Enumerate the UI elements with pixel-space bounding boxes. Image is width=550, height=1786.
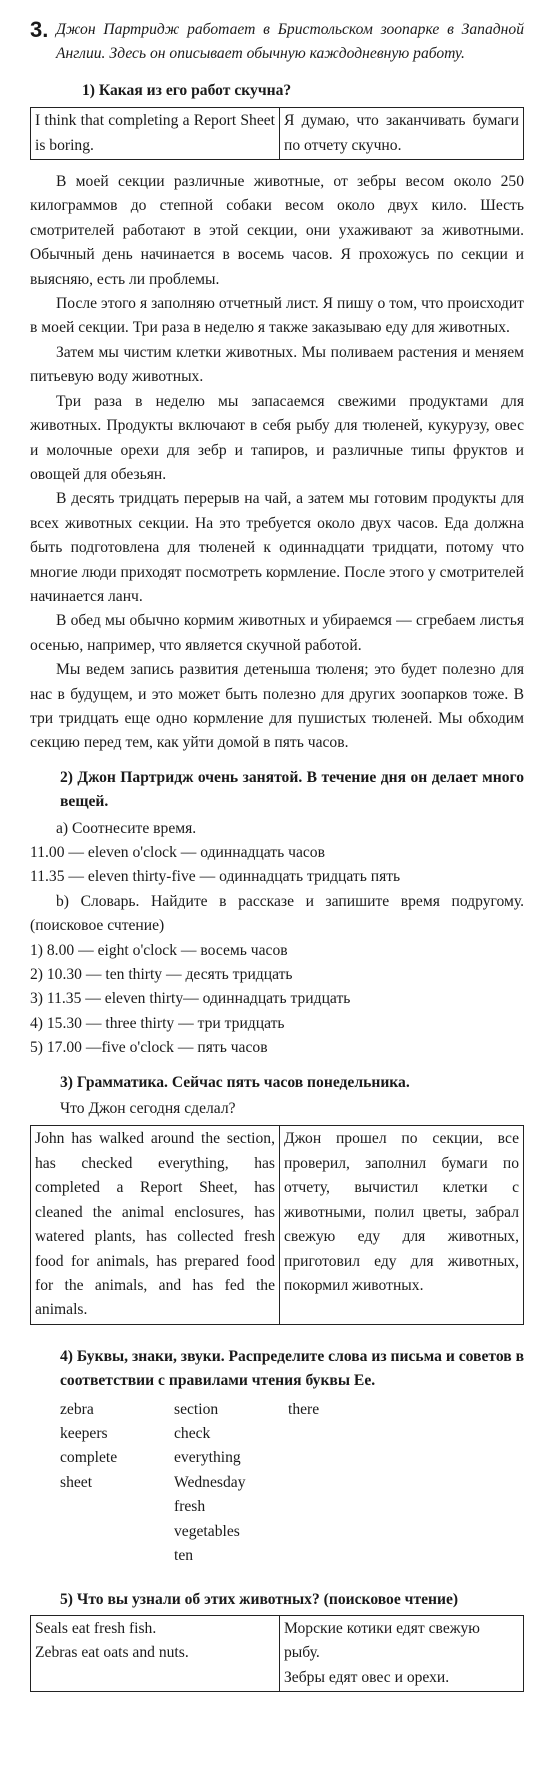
word-column — [174, 1398, 288, 1569]
table-row — [31, 108, 524, 160]
section1-russian-cell: Я думаю, что заканчивать бумаги по отчету скучно. — [280, 108, 524, 160]
story-paragraph: Три раза в неделю мы запасаемся свежими продуктами для животных. Продукты включают в себя рыбу для тюленей, кукурузу, овес и молочные орехи для зебр и тапиров, и различные типы фруктов и овощей для обезьян. — [30, 392, 524, 483]
list-item: Wednesday — [174, 1473, 246, 1491]
word-column — [288, 1398, 402, 1569]
time-line: 3) 11.35 — eleven thirty— одиннадцать тридцать — [30, 990, 351, 1008]
section3-heading: 3) Грамматика. Сейчас пять часов понедельника. — [60, 1073, 410, 1091]
section1-table — [30, 107, 524, 160]
section1-english-cell: I think that completing a Report Sheet is boring. — [31, 108, 280, 160]
section4-heading: 4) Буквы, знаки, звуки. Распределите слова из письма и советов в соответствии с правилами чтения буквы Ee. — [60, 1347, 525, 1390]
list-item: ten — [174, 1546, 194, 1564]
section2-a-label: a) Соотнесите время. — [56, 819, 197, 837]
time-line: 4) 15.30 — three thirty — три тридцать — [30, 1014, 285, 1032]
table-cell-line: Zebras eat oats and nuts. — [35, 1644, 189, 1662]
section5-russian-cell — [280, 1615, 524, 1691]
story-text — [30, 170, 524, 756]
section2-b-label: b) Словарь. Найдите в рассказе и запишите время подругому. (поисковое счтение) — [30, 892, 524, 935]
list-item: section — [174, 1400, 219, 1418]
list-item: zebra — [60, 1400, 94, 1418]
section3-english-cell: John has walked around the section, has checked everything, has completed a Report Sheet, has cleaned the animal enclosures, has watered plants, has collected fresh food for animals, has prepared food for the animals, and has fed the animals. — [31, 1126, 280, 1324]
section1-heading: 1) Какая из его работ скучна? — [82, 81, 292, 99]
story-paragraph: После этого я заполняю отчетный лист. Я пишу о том, что происходит в моей секции. Три раза в неделю я также заказываю еду для животных. — [30, 295, 524, 337]
time-line: 1) 8.00 — eight o'clock — восемь часов — [30, 941, 288, 959]
story-paragraph: В обед мы обычно кормим животных и убираемся — сгребаем листья осенью, например, что является скучной работой. — [30, 612, 524, 654]
section5-heading: 5) Что вы узнали об этих животных? (поисковое чтение) — [60, 1591, 459, 1609]
time-line: 11.35 — eleven thirty-five — одиннадцать тридцать пять — [30, 868, 401, 886]
story-paragraph: В десять тридцать перерыв на чай, а затем мы готовим продукты для всех животных секции. На это требуется около двух часов. Еда должна быть подготовлена для тюленей к одиннадцати тридцати, потому что многие люди приходят посмотреть кормление. После этого у смотрителей начинается ланч. — [30, 490, 524, 605]
section3-russian-cell: Джон прошел по секции, все проверил, заполнил бумаги по отчету, вычистил клетки с животными, полил цветы, забрал свежую еду для животных, приготовил еду для животных, покормил животных. — [280, 1126, 524, 1324]
list-item: vegetables — [174, 1522, 240, 1540]
section5-english-cell — [31, 1615, 280, 1691]
list-item: there — [288, 1400, 320, 1418]
list-item: sheet — [60, 1473, 93, 1491]
list-item: check — [174, 1424, 211, 1442]
word-columns — [60, 1398, 524, 1569]
story-paragraph: В моей секции различные животные, от зебры весом около 250 килограммов до степной собаки весом около двух кило. Шесть смотрителей работают в этой секции, они ухаживают за животными. Обычный день начинается в восемь часов. Я прохожусь по секции и выясняю, есть ли проблемы. — [30, 173, 524, 288]
task-header — [30, 18, 524, 67]
list-item: fresh — [174, 1498, 206, 1516]
section3-question: Что Джон сегодня сделал? — [60, 1100, 236, 1118]
list-item: keepers — [60, 1424, 108, 1442]
word-column — [60, 1398, 174, 1569]
time-line: 2) 10.30 — ten thirty — десять тридцать — [30, 966, 293, 984]
time-line: 11.00 — eleven o'clock — одиннадцать часов — [30, 844, 325, 861]
section2-heading: 2) Джон Партридж очень занятой. В течение дня он делает много вещей. — [60, 768, 524, 811]
table-cell-line: Морские котики едят свежую рыбу. — [284, 1619, 480, 1662]
time-line: 5) 17.00 —five o'clock — пять часов — [30, 1039, 268, 1057]
section5-table — [30, 1615, 524, 1692]
table-row — [31, 1615, 524, 1691]
task-number: 3. — [30, 17, 49, 42]
task-intro: Джон Партридж работает в Бристольском зоопарке в Западной Англии. Здесь он описывает обычную каждодневную работу. — [56, 21, 524, 63]
list-item: everything — [174, 1449, 241, 1467]
table-row — [31, 1126, 524, 1324]
table-cell-line: Seals eat fresh fish. — [35, 1619, 157, 1637]
section3-table — [30, 1125, 524, 1324]
story-paragraph: Мы ведем запись развития детеныша тюленя; это будет полезно для нас в будущем, и это может быть полезно для других зоопарков тоже. В три тридцать еще одно кормление для пушистых тюленей. Мы обходим секцию перед тем, как уйти домой в пять часов. — [30, 661, 524, 752]
list-item: complete — [60, 1449, 118, 1467]
table-cell-line: Зебры едят овес и орехи. — [284, 1668, 450, 1686]
story-paragraph: Затем мы чистим клетки животных. Мы поливаем растения и меняем питьевую воду животных. — [30, 343, 524, 386]
